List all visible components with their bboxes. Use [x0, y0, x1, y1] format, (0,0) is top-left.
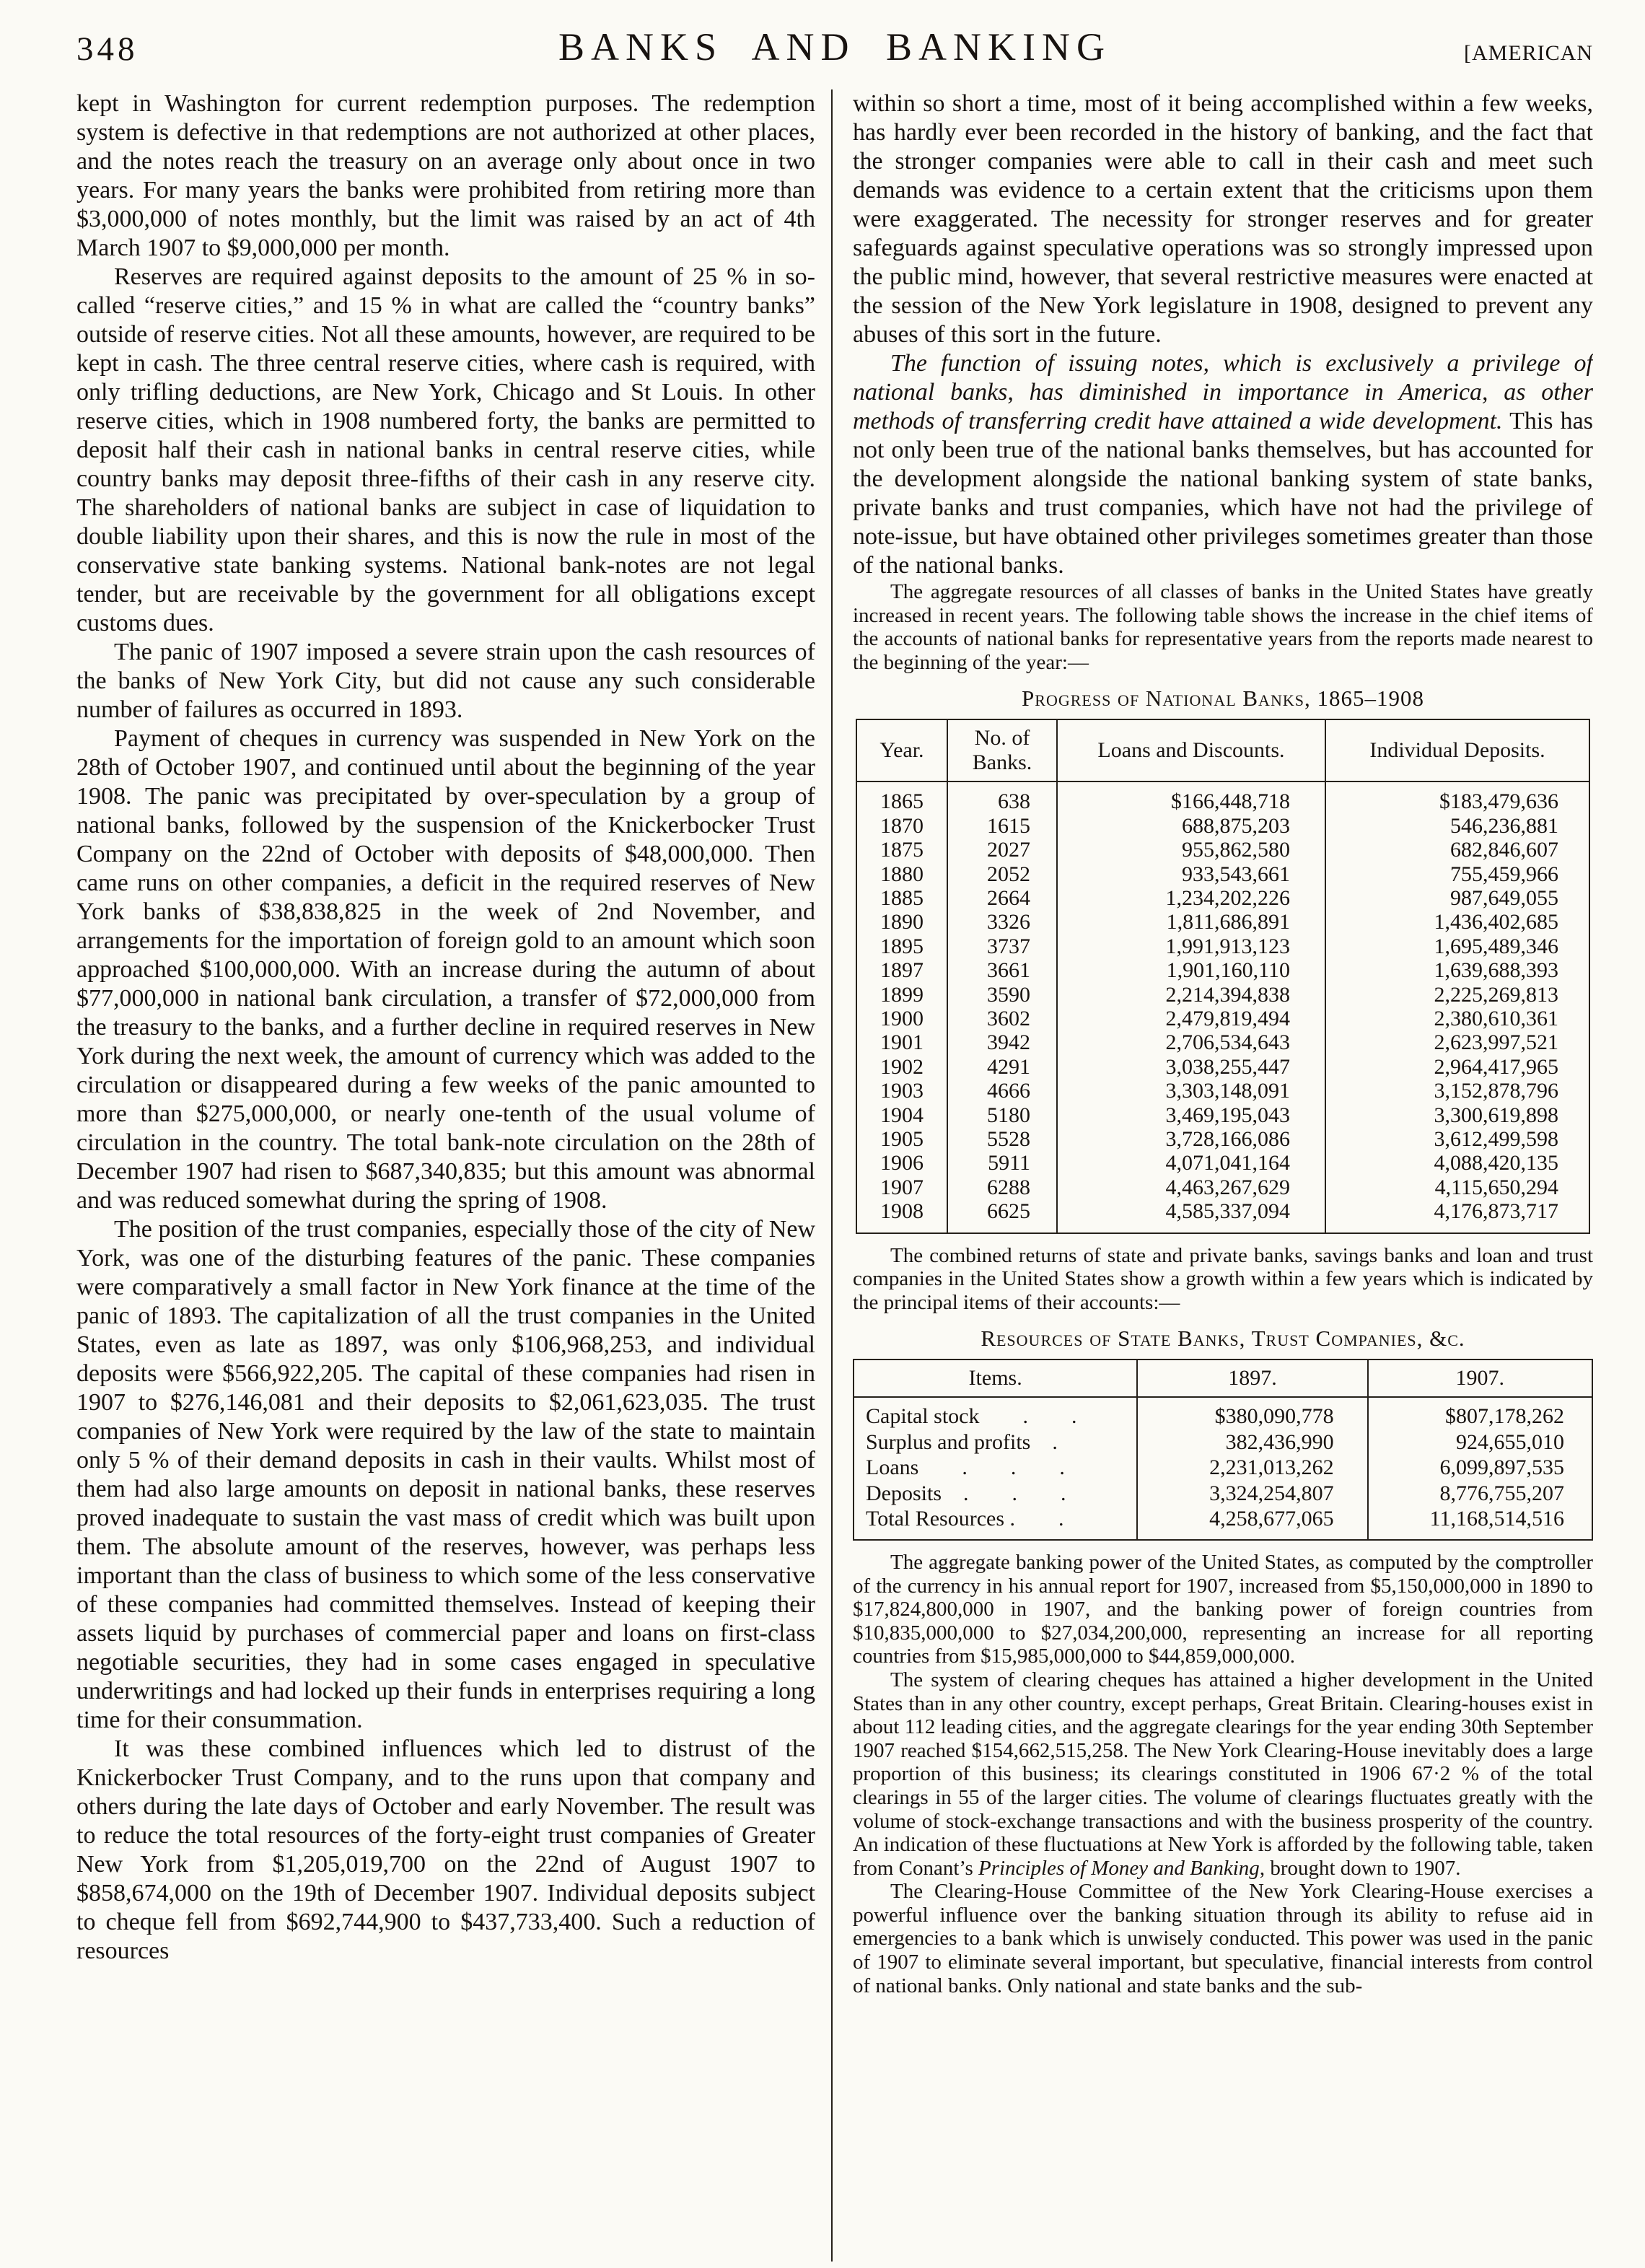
page-header	[76, 25, 1593, 69]
table-row	[856, 814, 1589, 838]
table-cell: 3,728,166,086	[1057, 1127, 1325, 1151]
column-header: No. of Banks.	[947, 719, 1057, 781]
italic-text: Principles of Money and Banking	[978, 1856, 1260, 1880]
table-cell: 3602	[947, 1007, 1057, 1030]
paragraph	[76, 89, 815, 263]
paragraph	[853, 580, 1593, 674]
table-cell: 1615	[947, 814, 1057, 838]
table-cell: 4,088,420,135	[1325, 1151, 1589, 1175]
text-run: The Clearing-House Committee of the New York Clearing-House exercises a powerful influence over the banking situation through its ability to refuse aid in emergencies to a bank which is unwisely conducted. This power was used in the panic of 1907 to eliminate several important, but speculative, financial interests from control of national banks. Only national and state banks and the sub-	[853, 1880, 1593, 1997]
table-cell: 1904	[880, 1103, 924, 1127]
text-run: within so short a time, most of it being accomplished within a few weeks, has hardly ever been recorded in the history of banking, and the fact that the stronger companies were able to call in their cash and meet such demands was evidence to a certain extent that the criticisms upon them were exaggerated. The necessity for stronger reserves and for greater safeguards against speculative operations was so strongly impressed upon the public mind, however, that several restrictive measures were enacted at the session of the New York legislature in 1908, designed to prevent any abuses of this sort in the future.	[853, 90, 1593, 348]
paragraph	[76, 263, 815, 638]
table-head	[856, 719, 1589, 781]
table-cell: Total Resources . .	[866, 1507, 1064, 1531]
table-cell: 4666	[947, 1079, 1057, 1103]
table-cell: 924,655,010	[1368, 1429, 1592, 1455]
table-cell: 3737	[947, 934, 1057, 958]
paragraph	[76, 638, 815, 724]
paragraph	[76, 1735, 815, 1966]
right-column-mid-text	[853, 1244, 1593, 1315]
table-cell: 5180	[947, 1103, 1057, 1127]
column-header: Individual Deposits.	[1325, 719, 1589, 781]
paragraph	[853, 349, 1593, 580]
table-row	[856, 886, 1589, 910]
paragraph	[853, 1551, 1593, 1668]
table-cell: 1,234,202,226	[1057, 886, 1325, 910]
table-cell: 6,099,897,535	[1368, 1455, 1592, 1481]
table-row	[856, 1030, 1589, 1054]
national-banks-table	[856, 719, 1590, 1233]
table-cell: 11,168,514,516	[1368, 1506, 1592, 1540]
table-row	[854, 1455, 1592, 1481]
table-row	[856, 934, 1589, 958]
text-run: Payment of cheques in currency was suspended in New York on the 28th of October 1907, and continued until about the beginning of the year 1908. The panic was precipitated by over-speculation by a group of national banks, followed by the suspension of the Knickerbocker Trust Company on the 22nd of October with deposits of $48,000,000. Then came runs on other companies, a deficit in the required reserves of New York banks of $38,838,825 in the week of 2nd November, and arrangements for the importation of foreign gold to an amount which soon approached $100,000,000. With an increase during the autumn of about $77,000,000 in national bank circulation, a transfer of $72,000,000 from the treasury to the banks, and a further decline in required reserves in New York during the next week, the amount of currency which was added to the circulation or disappeared during a few weeks of the panic amounted to more than $275,000,000, or nearly one-tenth of the usual volume of circulation in the country. The total bank-note circulation on the 28th of December 1907 had risen to $687,340,835; but this amount was abnormal and was reduced somewhat during the spring of 1908.	[76, 725, 815, 1214]
table-cell: 2,706,534,643	[1057, 1030, 1325, 1054]
table-cell: 3,300,619,898	[1325, 1103, 1589, 1127]
table-cell: $166,448,718	[1057, 781, 1325, 813]
table-cell: 1899	[880, 982, 924, 1007]
table-header-row	[856, 719, 1589, 781]
table-cell: 1900	[880, 1007, 924, 1031]
table-body	[854, 1397, 1592, 1540]
table-cell: Capital stock . .	[866, 1404, 1077, 1429]
text-run: The panic of 1907 imposed a severe strain upon the cash resources of the banks of New York City, but did not cause any such considerable number of failures as occurred in 1893.	[76, 639, 815, 723]
table-cell: 1,901,160,110	[1057, 958, 1325, 982]
table-row	[856, 1055, 1589, 1079]
table-cell: 1895	[880, 934, 924, 958]
table-row	[856, 1079, 1589, 1103]
table-cell: Loans . . .	[866, 1455, 1065, 1480]
state-banks-table	[853, 1359, 1593, 1541]
section-label: [AMERICAN	[1464, 41, 1593, 65]
table-header-row	[854, 1360, 1592, 1397]
table-cell: 955,862,580	[1057, 838, 1325, 862]
paragraph	[853, 1244, 1593, 1315]
text-run: The aggregate resources of all classes of banks in the United States have greatly increased in recent years. The following table shows the increase in the chief items of the accounts of national banks for representative years from the reports made nearest to the beginning of the year:—	[853, 580, 1593, 674]
table-cell: 5911	[947, 1151, 1057, 1175]
right-column-top-text	[853, 89, 1593, 674]
table-row	[856, 958, 1589, 982]
table-cell: 2,964,417,965	[1325, 1055, 1589, 1079]
table-cell: 1865	[880, 789, 924, 814]
table-cell: 1875	[880, 838, 924, 862]
table-cell: 4,258,677,065	[1137, 1506, 1367, 1540]
table-cell: 3,469,195,043	[1057, 1103, 1325, 1127]
table-cell: 5528	[947, 1127, 1057, 1151]
table-row	[856, 1199, 1589, 1232]
table-row	[856, 983, 1589, 1007]
table-cell: 2664	[947, 886, 1057, 910]
table-cell: 3,324,254,807	[1137, 1481, 1367, 1507]
table-cell: 2,231,013,262	[1137, 1455, 1367, 1481]
table-cell: 1,436,402,685	[1325, 910, 1589, 934]
table-row	[854, 1481, 1592, 1507]
table-cell: 1906	[880, 1151, 924, 1175]
table-row	[854, 1397, 1592, 1429]
page-number: 348	[76, 30, 139, 68]
table-cell: 1902	[880, 1054, 924, 1079]
table-row	[856, 862, 1589, 886]
table-cell: $807,178,262	[1368, 1397, 1592, 1429]
right-column	[831, 89, 1593, 2262]
table-cell: 4,463,267,629	[1057, 1175, 1325, 1199]
right-column-bottom-text	[853, 1551, 1593, 1997]
table-row	[856, 1175, 1589, 1199]
text-run: , brought down to 1907.	[1259, 1856, 1461, 1880]
table-cell: 546,236,881	[1325, 814, 1589, 838]
table-cell: 3590	[947, 983, 1057, 1007]
table-row	[856, 1103, 1589, 1127]
table-cell: 3942	[947, 1030, 1057, 1054]
table-cell: 1870	[880, 813, 924, 838]
table-cell: 1901	[880, 1030, 924, 1055]
table-cell: 2,214,394,838	[1057, 983, 1325, 1007]
national-banks-table-heading: Progress of National Banks, 1865–1908	[1022, 686, 1424, 712]
text-run: The system of clearing cheques has attained a higher development in the United States than in any other country, except perhaps, Great Britain. Clearing-houses exist in about 112 leading cities, and the aggregate clearings for the year ending 30th September 1907 reached $154,662,515,258. The New York Clearing-House inevitably does a large proportion of this business; its clearings constituted in 1906 67·2 % of the total clearings in 55 of the larger cities. The volume of clearings fluctuates greatly with the volume of stock-exchange transactions and with the business prosperity of the country. An indication of these fluctuations at New York is afforded by the following table, taken from Conant’s	[853, 1668, 1593, 1880]
text-run: It was these combined influences which led to distrust of the Knickerbocker Trust Company, and to the runs upon that company and others during the late days of October and early November. The result was to reduce the total resources of the forty-eight trust companies of Greater New York from $1,205,019,700 on the 22nd of August 1907 to $858,674,000 on the 19th of December 1907. Individual deposits subject to cheque fell from $692,744,900 to $437,733,400. Such a reduction of resources	[76, 1735, 815, 1964]
table-cell: 1897	[880, 958, 924, 983]
table-cell: 4,176,873,717	[1325, 1199, 1589, 1232]
table-cell: 382,436,990	[1137, 1429, 1367, 1455]
table-cell: 755,459,966	[1325, 862, 1589, 886]
table-row	[856, 1007, 1589, 1030]
table-row	[856, 781, 1589, 813]
table-cell: 2,225,269,813	[1325, 983, 1589, 1007]
column-header: Loans and Discounts.	[1057, 719, 1325, 781]
table-cell: 1908	[880, 1199, 924, 1224]
table-cell: Deposits . . .	[866, 1481, 1066, 1505]
table-cell: 3,612,499,598	[1325, 1127, 1589, 1151]
table-cell: 8,776,755,207	[1368, 1481, 1592, 1507]
text-columns	[76, 89, 1593, 2262]
column-header: Items.	[854, 1360, 1137, 1397]
table-cell: 4,585,337,094	[1057, 1199, 1325, 1232]
table-cell: 987,649,055	[1325, 886, 1589, 910]
table-cell: 4291	[947, 1055, 1057, 1079]
table-cell: 1903	[880, 1079, 924, 1103]
table-cell: 1885	[880, 886, 924, 910]
table-cell: 2,380,610,361	[1325, 1007, 1589, 1030]
table-cell: 6625	[947, 1199, 1057, 1232]
left-column	[76, 89, 831, 2262]
table-cell: 1890	[880, 910, 924, 934]
table-cell: 1,811,686,891	[1057, 910, 1325, 934]
table-cell: 3,152,878,796	[1325, 1079, 1589, 1103]
column-header: 1897.	[1137, 1360, 1367, 1397]
text-run: The position of the trust companies, especially those of the city of New York, was one of the disturbing features of the panic. These companies were comparatively a small factor in New York finance at the time of the panic of 1893. The capitalization of all the trust companies in the United States, even as late as 1897, was only $106,968,253, and individual deposits were $566,922,205. The capital of these companies had risen in 1907 to $276,146,081 and their deposits to $2,061,623,035. The trust companies of New York were required by the law of the state to maintain only 5 % of their demand deposits in cash in their vaults. Whilst most of them had also large amounts on deposit in national banks, these reserves proved inadequate to sustain the vast mass of credit which was built upon them. The absolute amount of the reserves, however, was perhaps less important than the class of business to which some of the less conservative of these companies had committed themselves. Instead of keeping their assets liquid by purchases of commercial paper and loans on first-class negotiable securities, they had in some cases engaged in speculative underwritings and had locked up their funds in enterprises requiring a long time for their consummation.	[76, 1216, 815, 1733]
table-cell: Surplus and profits .	[866, 1429, 1058, 1454]
table-cell: 4,115,650,294	[1325, 1175, 1589, 1199]
table-cell: 2,479,819,494	[1057, 1007, 1325, 1030]
table-cell: 1907	[880, 1175, 924, 1199]
text-run: Reserves are required against deposits to the amount of 25 % in so-called “reserve cities,” and 15 % in what are called the “country banks” outside of reserve cities. Not all these amounts, however, are required to be kept in cash. The three central reserve cities, where cash is required, with only trifling deductions, are New York, Chicago and St Louis. In other reserve cities, which in 1908 numbered forty, the banks are permitted to deposit half their cash in national banks in central reserve cities, while country banks may deposit three-fifths of their cash in any reserve city. The shareholders of national banks are subject in case of liquidation to double liability upon their shares, and this is now the rule in most of the conservative state banking systems. National bank-notes are not legal tender, but are receivable by the government for all obligations except customs dues.	[76, 263, 815, 636]
italic-text: The function of issuing notes, which is exclusively a privilege of national banks, has diminished in importance in America, as other methods of transferring credit have attained a wide development.	[853, 350, 1593, 434]
table-row	[856, 910, 1589, 934]
table-cell: 1,639,688,393	[1325, 958, 1589, 982]
table-cell: $380,090,778	[1137, 1397, 1367, 1429]
text-run: The combined returns of state and private banks, savings banks and loan and trust companies in the United States show a growth within a few years which is indicated by the principal items of their accounts:—	[853, 1243, 1593, 1314]
paragraph	[76, 724, 815, 1215]
paragraph	[853, 89, 1593, 349]
table-head	[854, 1360, 1592, 1397]
table-cell: 638	[947, 781, 1057, 813]
table-cell: 682,846,607	[1325, 838, 1589, 862]
table-cell: 2027	[947, 838, 1057, 862]
table-cell: 6288	[947, 1175, 1057, 1199]
table-cell: 2,623,997,521	[1325, 1030, 1589, 1054]
table-cell: 1,695,489,346	[1325, 934, 1589, 958]
state-banks-table-heading: Resources of State Banks, Trust Companies, &c.	[981, 1326, 1465, 1352]
table-cell: 4,071,041,164	[1057, 1151, 1325, 1175]
table-cell: 3,038,255,447	[1057, 1055, 1325, 1079]
column-header: 1907.	[1368, 1360, 1592, 1397]
table-row	[856, 1127, 1589, 1151]
table-body	[856, 781, 1589, 1232]
table-cell: 933,543,661	[1057, 862, 1325, 886]
table-cell: 1905	[880, 1127, 924, 1152]
table-cell: 1,991,913,123	[1057, 934, 1325, 958]
text-run: kept in Washington for current redemption purposes. The redemption system is defective in that redemptions are not authorized at other places, and the notes reach the treasury on an average only about once in two years. For many years the banks were prohibited from retiring more than $3,000,000 of notes monthly, but the limit was raised by an act of 4th March 1907 to $9,000,000 per month.	[76, 90, 815, 261]
table-row	[854, 1429, 1592, 1455]
table-row	[856, 838, 1589, 862]
paragraph	[76, 1215, 815, 1735]
table-cell: 1880	[880, 862, 924, 886]
table-cell: 3,303,148,091	[1057, 1079, 1325, 1103]
table-cell: 3326	[947, 910, 1057, 934]
table-row	[854, 1506, 1592, 1540]
table-cell: 2052	[947, 862, 1057, 886]
paragraph	[853, 1880, 1593, 1997]
table-row	[856, 1151, 1589, 1175]
page-title: BANKS AND BANKING	[558, 25, 1112, 69]
table-cell: 688,875,203	[1057, 814, 1325, 838]
column-header: Year.	[856, 719, 947, 781]
table-cell: 3661	[947, 958, 1057, 982]
table-cell: $183,479,636	[1325, 781, 1589, 813]
text-run: The aggregate banking power of the United States, as computed by the comptroller of the currency in his annual report for 1907, increased from $5,150,000,000 in 1890 to $17,824,800,000 in 1907, and the banking power of foreign countries from $10,835,000,000 to $27,034,200,000, representing an increase for all reporting countries from $15,985,000,000 to $44,859,000,000.	[853, 1550, 1593, 1668]
paragraph	[853, 1668, 1593, 1880]
text-run: This has not only been true of the national banks themselves, but has accounted for the development alongside the national banking system of state banks, private banks and trust companies, which have not had the privilege of note-issue, but have obtained other privileges sometimes greater than those of the national banks.	[853, 408, 1593, 579]
